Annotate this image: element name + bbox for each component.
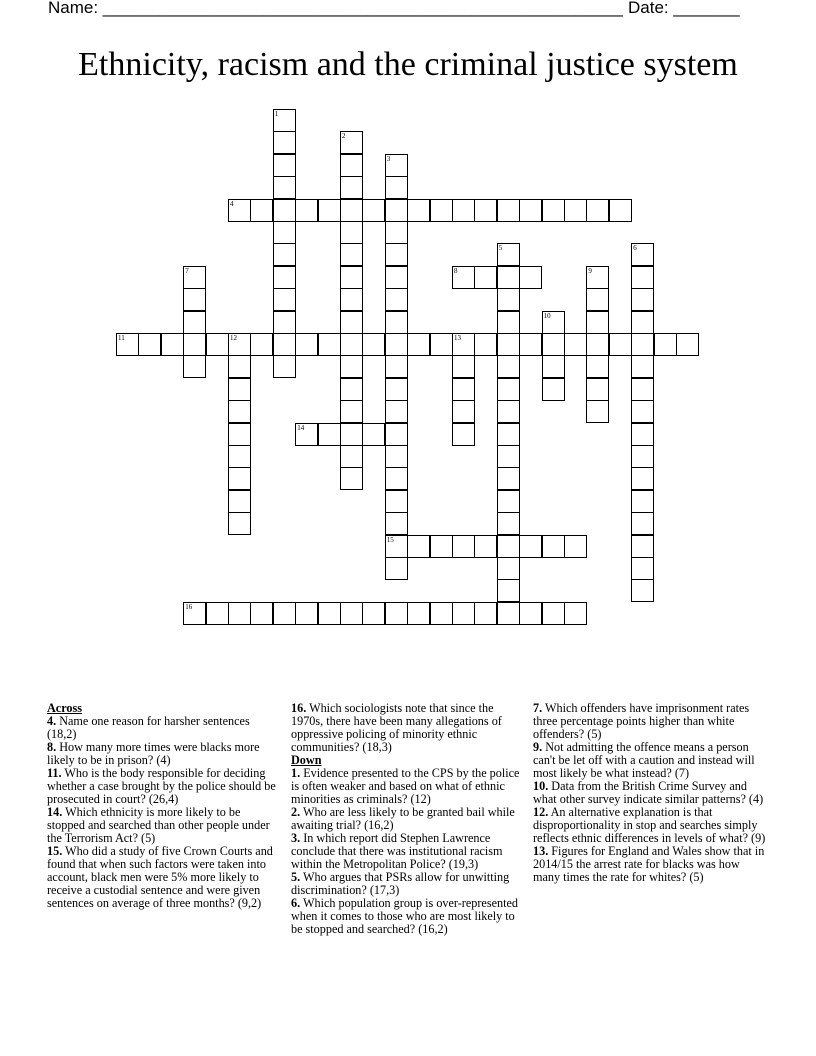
grid-cell[interactable] (385, 288, 408, 311)
grid-cell[interactable] (631, 243, 654, 266)
grid-cell[interactable] (228, 355, 251, 378)
grid-cell[interactable] (385, 154, 408, 177)
grid-cell[interactable] (497, 445, 520, 468)
grid-cell[interactable] (452, 355, 475, 378)
cell-number: 6 (633, 244, 637, 253)
grid-cell[interactable] (116, 333, 139, 356)
clue-across-11: 11. Who is the body responsible for deciding whether a case brought by the police should be prosecuted in court? (26,4) (47, 766, 276, 806)
cell-number: 3 (386, 154, 391, 163)
grid-cell[interactable] (340, 355, 363, 378)
grid-cell[interactable] (385, 199, 408, 222)
grid-cell[interactable] (631, 333, 654, 356)
grid-cell[interactable] (340, 221, 363, 244)
grid-cell[interactable] (340, 154, 363, 177)
grid-cell[interactable] (250, 333, 273, 356)
grid-cell[interactable] (497, 333, 520, 356)
grid-cell[interactable] (586, 333, 609, 356)
grid-cell[interactable] (564, 333, 587, 356)
grid-cell[interactable] (385, 467, 408, 490)
clue-across-14: 14. Which ethnicity is more likely to be stopped and searched than other people under the Terrorism Act? (5) (47, 805, 270, 845)
cell-number: 9 (588, 266, 592, 275)
grid-cell[interactable] (452, 602, 475, 625)
grid-cell[interactable] (631, 266, 654, 289)
grid-cell[interactable] (676, 333, 699, 356)
cell-number: 10 (543, 311, 551, 320)
grid-cell[interactable] (273, 109, 296, 132)
grid-cell[interactable] (497, 266, 520, 289)
grid-cell[interactable] (228, 199, 251, 222)
grid-cell[interactable] (452, 199, 475, 222)
clue-down-13: 13. Figures for England and Wales show that in 2014/15 the arrest rate for blacks was how many times the rate for whites? (5) (533, 844, 765, 884)
grid-cell[interactable] (452, 535, 475, 558)
grid-cell[interactable] (497, 535, 520, 558)
grid-cell[interactable] (250, 199, 273, 222)
grid-cell[interactable] (564, 535, 587, 558)
grid-cell[interactable] (631, 311, 654, 334)
grid-cell[interactable] (385, 266, 408, 289)
grid-cell[interactable] (631, 400, 654, 423)
grid-cell[interactable] (631, 288, 654, 311)
grid-cell[interactable] (206, 333, 229, 356)
grid-cell[interactable] (183, 602, 206, 625)
grid-cell[interactable] (295, 423, 318, 446)
grid-cell[interactable] (340, 131, 363, 154)
grid-cell[interactable] (228, 378, 251, 401)
grid-cell[interactable] (586, 311, 609, 334)
grid-cell[interactable] (631, 355, 654, 378)
down-heading: Down (291, 753, 322, 767)
grid-cell[interactable] (273, 154, 296, 177)
grid-cell[interactable] (228, 602, 251, 625)
grid-cell[interactable] (609, 199, 632, 222)
grid-cell[interactable] (497, 423, 520, 446)
grid-cell[interactable] (362, 333, 385, 356)
grid-cell[interactable] (474, 602, 497, 625)
grid-cell[interactable] (430, 535, 453, 558)
grid-cell[interactable] (340, 288, 363, 311)
clue-down-7: 7. Which offenders have imprisonment rates three percentage points higher than white offenders? (5) (533, 701, 750, 741)
grid-cell[interactable] (452, 266, 475, 289)
cell-number: 2 (342, 132, 346, 141)
clues-column-3 (533, 702, 769, 884)
grid-cell[interactable] (340, 176, 363, 199)
grid-cell[interactable] (542, 602, 565, 625)
grid-cell[interactable] (407, 602, 430, 625)
grid-cell[interactable] (273, 199, 296, 222)
grid-cell[interactable] (452, 423, 475, 446)
clue-down-3: 3. In which report did Stephen Lawrence conclude that there was institutional racism within the Metropolitan Police? (19,3) (291, 831, 503, 871)
grid-cell[interactable] (497, 199, 520, 222)
grid-cell[interactable] (631, 423, 654, 446)
grid-cell[interactable] (430, 333, 453, 356)
grid-cell[interactable] (586, 199, 609, 222)
grid-cell[interactable] (273, 311, 296, 334)
grid-cell[interactable] (474, 266, 497, 289)
grid-cell[interactable] (519, 535, 542, 558)
grid-cell[interactable] (385, 535, 408, 558)
grid-cell[interactable] (564, 602, 587, 625)
grid-cell[interactable] (452, 400, 475, 423)
grid-cell[interactable] (385, 311, 408, 334)
grid-cell[interactable] (631, 557, 654, 580)
grid-cell[interactable] (407, 333, 430, 356)
grid-cell[interactable] (385, 445, 408, 468)
grid-cell[interactable] (183, 266, 206, 289)
cell-number: 12 (230, 334, 237, 342)
grid-cell[interactable] (362, 602, 385, 625)
grid-cell[interactable] (318, 199, 341, 222)
grid-cell[interactable] (273, 176, 296, 199)
grid-cell[interactable] (407, 199, 430, 222)
clue-across-16: 16. Which sociologists note that since the 1970s, there have been many allegations of oppressive policing of minority ethnic communities? (18,3) (291, 701, 502, 754)
grid-cell[interactable] (340, 602, 363, 625)
clue-down-10: 10. Data from the British Crime Survey and what other survey indicate similar patterns? (4) (533, 779, 764, 806)
grid-cell[interactable] (362, 199, 385, 222)
grid-cell[interactable] (497, 490, 520, 513)
grid-cell[interactable] (586, 400, 609, 423)
grid-cell[interactable] (631, 378, 654, 401)
clue-across-15: 15. Who did a study of five Crown Courts and found that when such factors were taken into account, black men were 5% more likely to receive a custodial sentence and were given sentences on average of three months? (9,2) (47, 844, 273, 910)
cell-number: 15 (386, 535, 394, 544)
grid-cell[interactable] (295, 333, 318, 356)
cell-number: 8 (454, 266, 458, 275)
grid-cell[interactable] (609, 333, 632, 356)
clue-down-9: 9. Not admitting the offence means a person can't be let off with a caution and instead will most likely be what instead? (7) (533, 740, 755, 780)
grid-cell[interactable] (228, 512, 251, 535)
grid-cell[interactable] (519, 199, 542, 222)
grid-cell[interactable] (340, 423, 363, 446)
clue-across-8: 8. How many more times were blacks more likely to be in prison? (4) (47, 740, 260, 767)
grid-cell[interactable] (497, 467, 520, 490)
grid-cell[interactable] (340, 333, 363, 356)
grid-cell[interactable] (586, 378, 609, 401)
grid-cell[interactable] (228, 400, 251, 423)
grid-cell[interactable] (497, 311, 520, 334)
grid-cell[interactable] (586, 266, 609, 289)
grid-cell[interactable] (631, 445, 654, 468)
grid-cell[interactable] (497, 288, 520, 311)
grid-cell[interactable] (228, 467, 251, 490)
grid-cell[interactable] (385, 512, 408, 535)
grid-cell[interactable] (542, 535, 565, 558)
grid-cell[interactable] (631, 490, 654, 513)
grid-cell[interactable] (161, 333, 184, 356)
grid-cell[interactable] (318, 423, 341, 446)
grid-cell[interactable] (385, 602, 408, 625)
grid-cell[interactable] (385, 221, 408, 244)
grid-cell[interactable] (295, 602, 318, 625)
cell-number: 7 (185, 266, 189, 275)
grid-cell[interactable] (654, 333, 677, 356)
clue-down-2: 2. Who are less likely to be granted bail while awaiting trial? (16,2) (291, 805, 515, 832)
grid-cell[interactable] (542, 199, 565, 222)
grid-cell[interactable] (228, 333, 251, 356)
clue-down-5: 5. Who argues that PSRs allow for unwitting discrimination? (17,3) (291, 870, 510, 897)
grid-cell[interactable] (273, 243, 296, 266)
grid-cell[interactable] (631, 467, 654, 490)
grid-cell[interactable] (385, 423, 408, 446)
grid-cell[interactable] (273, 131, 296, 154)
cell-number: 14 (297, 423, 305, 432)
grid-cell[interactable] (183, 355, 206, 378)
grid-cell[interactable] (228, 445, 251, 468)
grid-cell[interactable] (542, 378, 565, 401)
grid-cell[interactable] (273, 333, 296, 356)
cell-number: 5 (498, 244, 503, 253)
grid-cell[interactable] (586, 288, 609, 311)
grid-cell[interactable] (318, 602, 341, 625)
date-field[interactable]: Date: _______ (628, 0, 740, 17)
grid-cell[interactable] (250, 602, 273, 625)
grid-cell[interactable] (497, 355, 520, 378)
clue-down-1: 1. Evidence presented to the CPS by the police is often weaker and based on what of ethnic minorities as criminals? (12) (291, 766, 520, 806)
grid-cell[interactable] (273, 602, 296, 625)
grid-cell[interactable] (497, 400, 520, 423)
cell-number: 4 (230, 199, 234, 208)
clue-down-6: 6. Which population group is over-represented when it comes to those who are most likely to be stopped and searched? (16,2) (291, 896, 518, 936)
grid-cell[interactable] (273, 355, 296, 378)
clues-column-2 (291, 702, 523, 936)
grid-cell[interactable] (183, 311, 206, 334)
grid-cell[interactable] (340, 266, 363, 289)
grid-cell[interactable] (497, 579, 520, 602)
grid-cell[interactable] (497, 378, 520, 401)
grid-cell[interactable] (385, 400, 408, 423)
grid-cell[interactable] (497, 557, 520, 580)
grid-cell[interactable] (497, 512, 520, 535)
grid-cell[interactable] (318, 333, 341, 356)
grid-cell[interactable] (206, 602, 229, 625)
grid-cell[interactable] (631, 535, 654, 558)
grid-cell[interactable] (385, 557, 408, 580)
grid-cell[interactable] (519, 602, 542, 625)
grid-cell[interactable] (452, 378, 475, 401)
grid-cell[interactable] (564, 199, 587, 222)
grid-cell[interactable] (430, 199, 453, 222)
grid-cell[interactable] (586, 355, 609, 378)
clues-column-1 (47, 702, 281, 910)
grid-cell[interactable] (385, 490, 408, 513)
grid-cell[interactable] (362, 423, 385, 446)
grid-cell[interactable] (519, 266, 542, 289)
grid-cell[interactable] (228, 423, 251, 446)
grid-cell[interactable] (183, 288, 206, 311)
grid-cell[interactable] (452, 333, 475, 356)
cell-number: 16 (185, 602, 193, 611)
name-field[interactable]: Name: _______________________________________________________ (48, 0, 623, 17)
grid-cell[interactable] (385, 355, 408, 378)
grid-cell[interactable] (497, 243, 520, 266)
grid-cell[interactable] (340, 445, 363, 468)
across-heading: Across (47, 701, 82, 715)
grid-cell[interactable] (273, 221, 296, 244)
grid-cell[interactable] (273, 266, 296, 289)
grid-cell[interactable] (542, 355, 565, 378)
clue-down-12: 12. An alternative explanation is that disproportionality in stop and searches simply reflects ethnic differences in levels of what? (9) (533, 805, 766, 845)
grid-cell[interactable] (273, 288, 296, 311)
grid-cell[interactable] (631, 579, 654, 602)
grid-cell[interactable] (183, 333, 206, 356)
grid-cell[interactable] (138, 333, 161, 356)
grid-cell[interactable] (340, 243, 363, 266)
grid-cell[interactable] (340, 400, 363, 423)
cell-number: 1 (274, 110, 279, 118)
grid-cell[interactable] (385, 378, 408, 401)
grid-cell[interactable] (385, 333, 408, 356)
grid-cell[interactable] (340, 467, 363, 490)
grid-cell[interactable] (340, 311, 363, 334)
grid-cell[interactable] (631, 512, 654, 535)
grid-cell[interactable] (385, 176, 408, 199)
grid-cell[interactable] (407, 535, 430, 558)
cell-number: 13 (454, 334, 461, 342)
grid-cell[interactable] (340, 199, 363, 222)
grid-cell[interactable] (295, 199, 318, 222)
grid-cell[interactable] (497, 602, 520, 625)
cell-number: 11 (118, 334, 125, 342)
grid-cell[interactable] (474, 535, 497, 558)
grid-cell[interactable] (340, 378, 363, 401)
grid-cell[interactable] (519, 333, 542, 356)
grid-cell[interactable] (542, 333, 565, 356)
grid-cell[interactable] (474, 199, 497, 222)
clue-across-4: 4. Name one reason for harsher sentences (18,2) (47, 714, 250, 741)
grid-cell[interactable] (474, 333, 497, 356)
grid-cell[interactable] (542, 311, 565, 334)
grid-cell[interactable] (385, 243, 408, 266)
grid-cell[interactable] (430, 602, 453, 625)
page-title: Ethnicity, racism and the criminal justice system (78, 46, 738, 83)
grid-cell[interactable] (228, 490, 251, 513)
